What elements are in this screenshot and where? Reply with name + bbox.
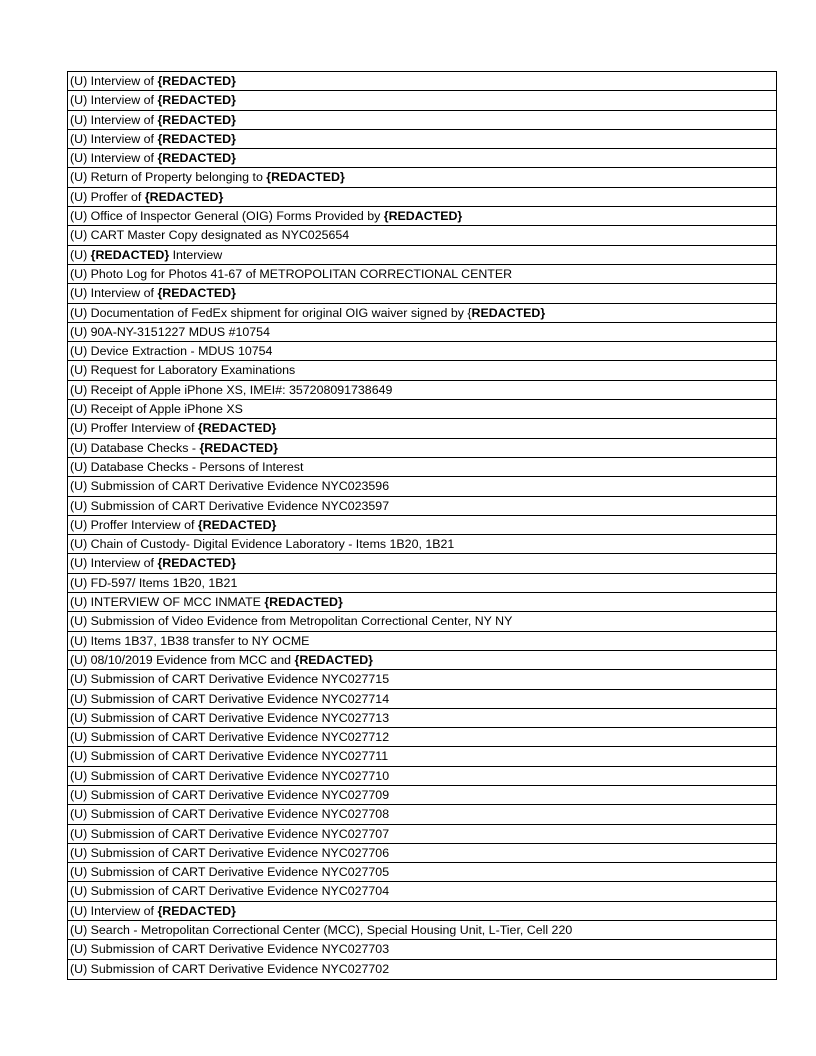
table-row (68, 786, 776, 805)
table-row (68, 458, 776, 477)
table-row (68, 921, 776, 940)
row-text: (U) Interview of (70, 903, 158, 918)
row-text: (U) Proffer of (70, 189, 145, 204)
redacted-text: {REDACTED} (144, 189, 224, 204)
table-row (68, 149, 776, 168)
row-text: (U) Submission of CART Derivative Evidence NYC027712 (70, 730, 390, 745)
table-row (68, 91, 776, 110)
table-row (68, 535, 776, 554)
row-text: (U) Interview of (70, 151, 158, 166)
table-row (68, 72, 776, 91)
row-text: (U) Request for Laboratory Examinations (70, 363, 296, 378)
table-row (68, 747, 776, 766)
table-row (68, 940, 776, 959)
row-text: (U) Submission of CART Derivative Evidence NYC027703 (70, 942, 390, 957)
table-row (68, 554, 776, 573)
row-text: (U) Submission of CART Derivative Evidence NYC027702 (70, 961, 390, 976)
table-row (68, 670, 776, 689)
table-row (68, 612, 776, 631)
redacted-text: {REDACTED} (197, 517, 277, 532)
row-text: (U) Chain of Custody- Digital Evidence Laboratory - Items 1B20, 1B21 (70, 537, 455, 552)
table-row (68, 226, 776, 245)
row-text: (U) Device Extraction - MDUS 10754 (70, 344, 273, 359)
row-text: (U) Documentation of FedEx shipment for original OIG waiver signed by { (70, 305, 472, 320)
row-text: (U) Submission of CART Derivative Evidence NYC027708 (70, 807, 390, 822)
table-row (68, 574, 776, 593)
table-row (68, 342, 776, 361)
table-row (68, 188, 776, 207)
row-text: (U) Interview of (70, 112, 158, 127)
redacted-text: {REDACTED} (157, 74, 236, 88)
row-text: (U) Database Checks - (70, 440, 200, 455)
table-row (68, 111, 776, 130)
table-row (68, 304, 776, 323)
row-text: Interview (169, 247, 223, 262)
row-text: (U) Interview of (70, 131, 158, 146)
row-text: (U) Submission of CART Derivative Evidence NYC027715 (70, 672, 390, 687)
table-row (68, 439, 776, 458)
table-row (68, 265, 776, 284)
table-row (68, 381, 776, 400)
redacted-text: REDACTED} (471, 305, 546, 320)
row-text: (U) Submission of CART Derivative Evidence NYC023597 (70, 498, 390, 513)
table-row (68, 477, 776, 496)
redacted-text: {REDACTED} (90, 247, 170, 262)
row-text: (U) Submission of CART Derivative Evidence NYC023596 (70, 479, 390, 494)
table-row (68, 632, 776, 651)
row-text: (U) Submission of Video Evidence from Metropolitan Correctional Center, NY NY (70, 614, 513, 629)
row-text: (U) Interview of (70, 286, 158, 301)
redacted-text: {REDACTED} (199, 440, 278, 455)
redacted-text: {REDACTED} (383, 209, 463, 224)
redacted-text: {REDACTED} (157, 93, 236, 108)
table-row (68, 882, 776, 901)
redacted-text: {REDACTED} (266, 170, 345, 185)
row-text: (U) Interview of (70, 93, 158, 108)
table-row (68, 805, 776, 824)
row-text: (U) Submission of CART Derivative Evidence NYC027714 (70, 691, 390, 706)
table-row (68, 130, 776, 149)
row-text: (U) INTERVIEW OF MCC INMATE (70, 595, 265, 610)
row-text: (U) Database Checks - Persons of Interest (70, 459, 304, 474)
redacted-text: {REDACTED} (264, 595, 343, 610)
table-row (68, 207, 776, 226)
table-row (68, 593, 776, 612)
row-text: (U) FD-597/ Items 1B20, 1B21 (70, 575, 238, 590)
table-row (68, 902, 776, 921)
row-text: (U) Submission of CART Derivative Evidence NYC027713 (70, 710, 390, 725)
row-text: (U) 08/10/2019 Evidence from MCC and (70, 652, 295, 667)
table-row (68, 168, 776, 187)
row-text: (U) Submission of CART Derivative Evidence NYC027711 (70, 749, 389, 764)
redacted-text: {REDACTED} (157, 903, 236, 918)
table-row (68, 516, 776, 535)
table-row (68, 728, 776, 747)
redacted-text: {REDACTED} (157, 556, 236, 571)
table-row (68, 960, 776, 979)
row-text: (U) Interview of (70, 74, 158, 88)
row-text: (U) Submission of CART Derivative Evidence NYC027706 (70, 845, 390, 860)
redacted-text: {REDACTED} (157, 286, 236, 301)
row-text: (U) Photo Log for Photos 41-67 of METROPOLITAN CORRECTIONAL CENTER (70, 266, 513, 281)
redacted-text: {REDACTED} (197, 421, 277, 436)
row-text: (U) Search - Metropolitan Correctional Center (MCC), Special Housing Unit, L-Tier, Cell 220 (70, 923, 573, 938)
table-row (68, 767, 776, 786)
table-row (68, 246, 776, 265)
redacted-text: {REDACTED} (157, 131, 236, 146)
row-text: (U) Submission of CART Derivative Evidence NYC027710 (70, 768, 390, 783)
row-text: (U) Return of Property belonging to (70, 170, 267, 185)
table-row (68, 419, 776, 438)
row-text: (U) Interview of (70, 556, 158, 571)
table-row (68, 825, 776, 844)
row-text: (U) 90A-NY-3151227 MDUS #10754 (70, 324, 270, 339)
redacted-text: {REDACTED} (157, 112, 236, 127)
table-row (68, 709, 776, 728)
table-row (68, 284, 776, 303)
row-text: (U) Receipt of Apple iPhone XS, IMEI#: 357208091738649 (70, 382, 393, 397)
row-text: (U) Submission of CART Derivative Evidence NYC027704 (70, 884, 390, 899)
row-text: (U) Receipt of Apple iPhone XS (70, 402, 243, 417)
row-text: (U) (70, 247, 91, 262)
table-row (68, 844, 776, 863)
redacted-text: {REDACTED} (294, 652, 373, 667)
row-text: (U) Office of Inspector General (OIG) Forms Provided by (70, 209, 384, 224)
table-row (68, 323, 776, 342)
evidence-log-table (67, 71, 777, 980)
table-row (68, 690, 776, 709)
table-row (68, 497, 776, 516)
table-row (68, 651, 776, 670)
row-text: (U) Items 1B37, 1B38 transfer to NY OCME (70, 633, 310, 648)
table-row (68, 400, 776, 419)
row-text: (U) Submission of CART Derivative Evidence NYC027709 (70, 787, 390, 802)
row-text: (U) Proffer Interview of (70, 517, 198, 532)
table-row (68, 361, 776, 380)
row-text: (U) Submission of CART Derivative Evidence NYC027705 (70, 865, 390, 880)
row-text: (U) Proffer Interview of (70, 421, 198, 436)
table-row (68, 863, 776, 882)
row-text: (U) Submission of CART Derivative Evidence NYC027707 (70, 826, 390, 841)
redacted-text: {REDACTED} (157, 151, 236, 166)
row-text: (U) CART Master Copy designated as NYC025654 (70, 228, 350, 243)
